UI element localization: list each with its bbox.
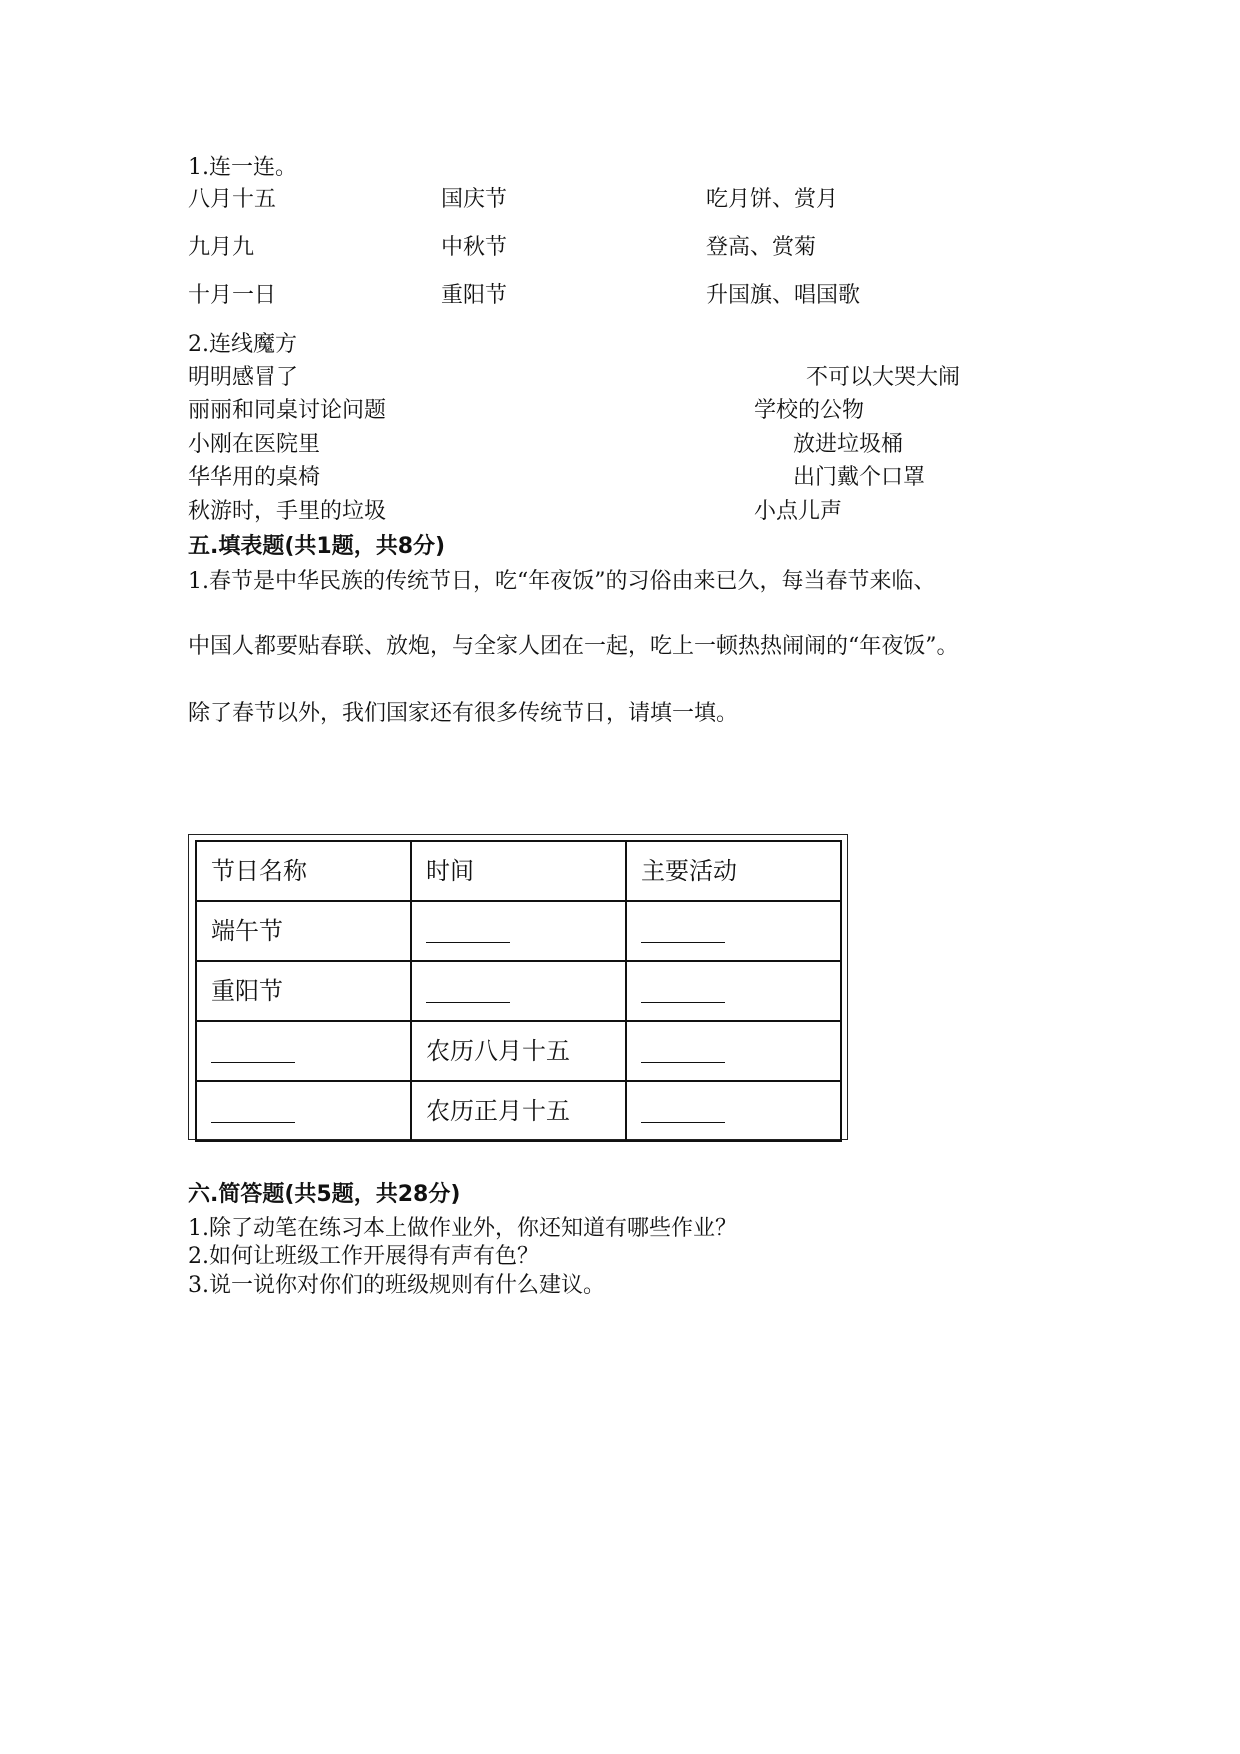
matching1-right-item: 吃月饼、赏月: [706, 187, 839, 212]
fill-blank[interactable]: [641, 1040, 725, 1063]
fill-blank[interactable]: [211, 1100, 295, 1123]
matching1-left-item: 十月一日: [188, 283, 277, 308]
fill-blank[interactable]: [641, 920, 725, 943]
table-row: [196, 1021, 841, 1081]
festival-table: [195, 840, 842, 1142]
question-item: 2.如何让班级工作开展得有声有色？: [188, 1244, 539, 1269]
activity-blank-cell[interactable]: [626, 1081, 841, 1141]
fill-blank[interactable]: [641, 980, 725, 1003]
activity-blank-cell[interactable]: [626, 901, 841, 961]
matching2-title: 2.连线魔方: [188, 332, 297, 357]
section6-heading: 六.简答题(共5题，共28分): [188, 1182, 461, 1207]
time-blank-cell[interactable]: [411, 961, 626, 1021]
matching1-middle-item: 中秋节: [441, 235, 508, 260]
table-row: [196, 1081, 841, 1141]
table-header-cell: 时间: [411, 841, 626, 901]
section5-paragraph-line: 除了春节以外，我们国家还有很多传统节日，请填一填。: [188, 701, 739, 726]
table-row: [196, 901, 841, 961]
matching2-right-item: 不可以大哭大闹: [806, 365, 961, 390]
question-item: 1.除了动笔在练习本上做作业外，你还知道有哪些作业？: [188, 1216, 737, 1241]
name-blank-cell[interactable]: [196, 1021, 411, 1081]
time-cell: 农历八月十五: [411, 1021, 626, 1081]
matching1-right-item: 登高、赏菊: [706, 235, 817, 260]
question-item: 3.说一说你对你们的班级规则有什么建议。: [188, 1273, 605, 1298]
matching2-right-item: 出门戴个口罩: [793, 465, 926, 490]
matching1-left-item: 九月九: [188, 235, 255, 260]
festival-name-cell: 端午节: [196, 901, 411, 961]
time-cell: 农历正月十五: [411, 1081, 626, 1141]
festival-name-cell: 重阳节: [196, 961, 411, 1021]
section5-paragraph-line: 中国人都要贴春联、放炮，与全家人团在一起，吃上一顿热热闹闹的“年夜饭”。: [188, 634, 959, 659]
table-row: [196, 961, 841, 1021]
table-header-cell: 主要活动: [626, 841, 841, 901]
matching2-right-item: 小点儿声: [754, 499, 843, 524]
section5-heading: 五.填表题(共1题，共8分): [188, 534, 446, 559]
table-header-row: [196, 841, 841, 901]
matching1-left-item: 八月十五: [188, 187, 277, 212]
matching2-left-item: 秋游时，手里的垃圾: [188, 499, 387, 524]
matching2-left-item: 明明感冒了: [188, 365, 299, 390]
section5-paragraph-line: 1.春节是中华民族的传统节日，吃“年夜饭”的习俗由来已久，每当春节来临、: [188, 569, 936, 594]
time-blank-cell[interactable]: [411, 901, 626, 961]
fill-blank[interactable]: [426, 980, 510, 1003]
fill-blank[interactable]: [211, 1040, 295, 1063]
matching1-middle-item: 国庆节: [441, 187, 508, 212]
name-blank-cell[interactable]: [196, 1081, 411, 1141]
table-header-cell: 节日名称: [196, 841, 411, 901]
matching2-left-item: 丽丽和同桌讨论问题: [188, 398, 387, 423]
matching2-left-item: 华华用的桌椅: [188, 465, 321, 490]
matching2-right-item: 放进垃圾桶: [793, 432, 904, 457]
matching1-title: 1.连一连。: [188, 155, 297, 180]
activity-blank-cell[interactable]: [626, 1021, 841, 1081]
activity-blank-cell[interactable]: [626, 961, 841, 1021]
fill-blank[interactable]: [426, 920, 510, 943]
matching2-right-item: 学校的公物: [754, 398, 865, 423]
matching2-left-item: 小刚在医院里: [188, 432, 321, 457]
fill-blank[interactable]: [641, 1100, 725, 1123]
matching1-right-item: 升国旗、唱国歌: [706, 283, 861, 308]
matching1-middle-item: 重阳节: [441, 283, 508, 308]
